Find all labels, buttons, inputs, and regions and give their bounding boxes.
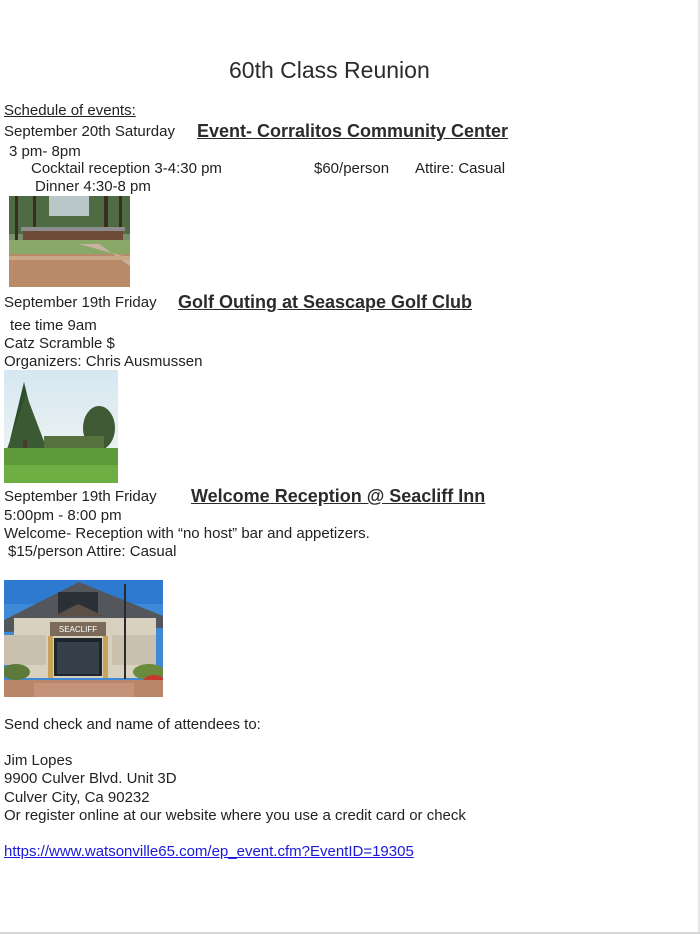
register-link[interactable]: https://www.watsonville65.com/ep_event.cfm?EventID=19305 [4,843,414,860]
event3-heading: Welcome Reception @ Seacliff Inn [191,486,486,506]
page-title: 60th Class Reunion [229,57,430,83]
event3-time: 5:00pm - 8:00 pm [4,507,122,524]
event1-date: September 20th Saturday [4,123,175,140]
event2-tee-time: tee time 9am [10,317,97,334]
contact-name: Jim Lopes [4,752,73,769]
contact-online: Or register online at our website where you use a credit card or check [4,807,466,824]
event3-price-attire: $15/person Attire: Casual [8,543,177,560]
event2-heading: Golf Outing at Seascape Golf Club [178,292,473,312]
event3-date: September 19th Friday [4,488,157,505]
seacliff-inn-photo [4,580,163,697]
event2-scramble: Catz Scramble $ [4,335,115,352]
event3-welcome: Welcome- Reception with “no host” bar and appetizers. [4,525,370,542]
golf-course-photo [4,370,118,483]
event1-cocktail: Cocktail reception 3-4:30 pm [31,160,222,177]
contact-address1: 9900 Culver Blvd. Unit 3D [4,770,177,787]
schedule-label: Schedule of events: [4,102,136,119]
event1-attire: Attire: Casual [415,160,506,177]
contact-address2: Culver City, Ca 90232 [4,789,150,806]
event2-date: September 19th Friday [4,294,157,311]
contact-intro: Send check and name of attendees to: [4,716,261,733]
event1-time: 3 pm- 8pm [9,143,81,160]
event2-organizers: Organizers: Chris Ausmussen [4,353,203,370]
event1-heading: Event- Corralitos Community Center [197,121,509,141]
community-center-photo [9,196,130,287]
seacliff-sign: SEACLIFF [58,625,98,634]
event1-price: $60/person [314,160,390,177]
event1-dinner: Dinner 4:30-8 pm [35,178,151,195]
